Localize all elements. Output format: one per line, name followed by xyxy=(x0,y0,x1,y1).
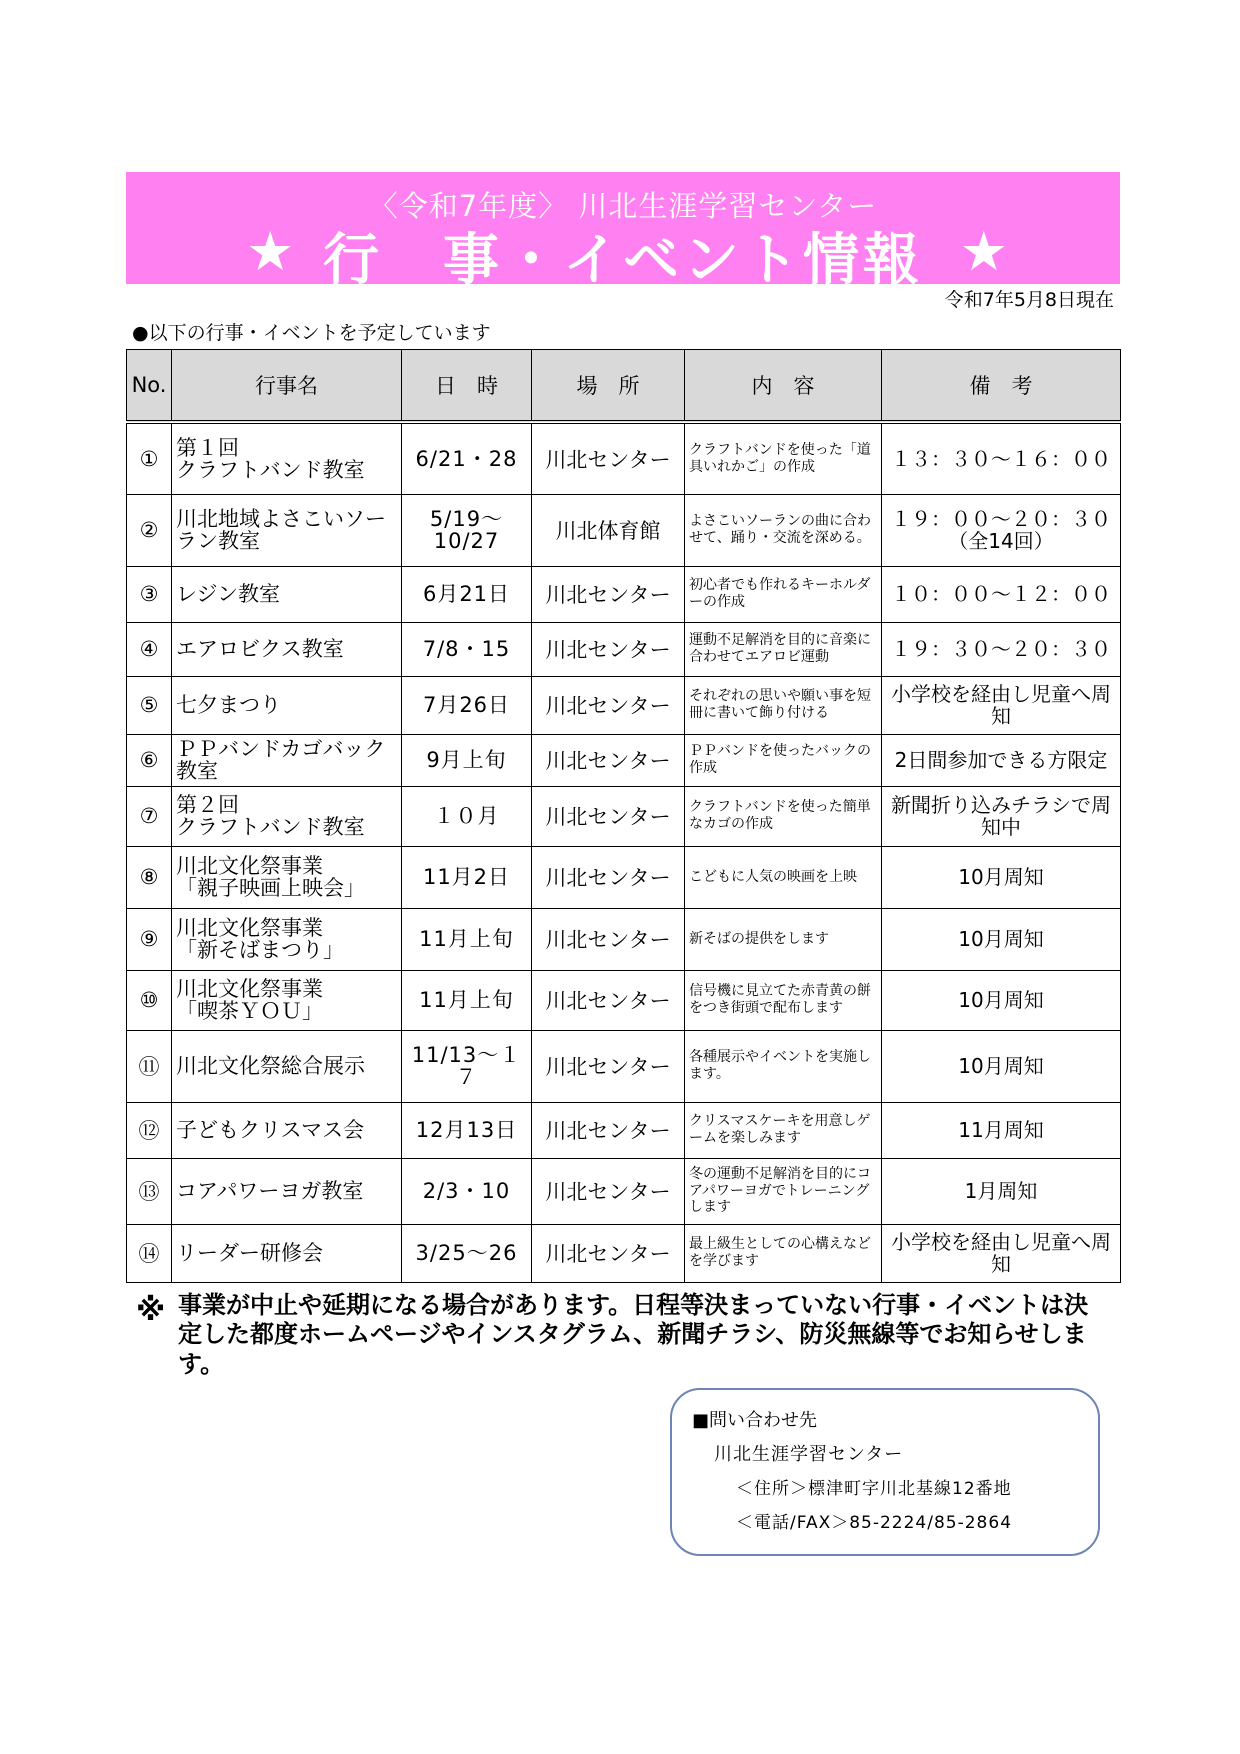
contact-heading: ■問い合わせ先 xyxy=(692,1410,818,1431)
event-place: 川北センター xyxy=(532,1102,685,1158)
event-no: ⑥ xyxy=(127,734,172,786)
table-row xyxy=(127,1224,1121,1282)
event-no: ⑭ xyxy=(127,1224,172,1282)
event-place: 川北センター xyxy=(532,566,685,622)
event-content: ＰＰバンドを使ったバックの作成 xyxy=(685,734,882,786)
event-no: ⑪ xyxy=(127,1030,172,1102)
header-no: No. xyxy=(127,350,172,423)
event-name: 子どもクリスマス会 xyxy=(172,1102,402,1158)
banner-title: 行 事・イベント情報 xyxy=(323,228,923,293)
event-place: 川北センター xyxy=(532,734,685,786)
event-content: 初心者でも作れるキーホルダーの作成 xyxy=(685,566,882,622)
table-row xyxy=(127,970,1121,1030)
header-place: 場 所 xyxy=(532,350,685,423)
event-date: 5/19～ 10/27 xyxy=(402,494,532,566)
event-content: クラフトバンドを使った簡単なカゴの作成 xyxy=(685,786,882,846)
event-name: コアパワーヨガ教室 xyxy=(172,1158,402,1224)
event-place: 川北センター xyxy=(532,1158,685,1224)
table-row xyxy=(127,1158,1121,1224)
table-header-row xyxy=(127,350,1121,423)
event-date: 6/21・28 xyxy=(402,422,532,494)
event-content: それぞれの思いや願い事を短冊に書いて飾り付ける xyxy=(685,676,882,734)
event-name: 七夕まつり xyxy=(172,676,402,734)
table-row xyxy=(127,786,1121,846)
event-no: ⑨ xyxy=(127,908,172,970)
event-no: ⑩ xyxy=(127,970,172,1030)
event-note: 1月周知 xyxy=(882,1158,1121,1224)
header-datetime: 日 時 xyxy=(402,350,532,423)
contact-box xyxy=(670,1388,1100,1556)
header-note: 備 考 xyxy=(882,350,1121,423)
intro-text: ●以下の行事・イベントを予定しています xyxy=(132,322,491,344)
event-content: 各種展示やイベントを実施します。 xyxy=(685,1030,882,1102)
event-note: 10月周知 xyxy=(882,846,1121,908)
event-note: 10月周知 xyxy=(882,1030,1121,1102)
footnote-mark: ※ xyxy=(136,1293,166,1328)
banner-subtitle: 〈令和7年度〉 川北生涯学習センター xyxy=(368,189,878,223)
event-no: ⑤ xyxy=(127,676,172,734)
events-table xyxy=(126,349,1121,1283)
header-name: 行事名 xyxy=(172,350,402,423)
table-row xyxy=(127,566,1121,622)
table-row xyxy=(127,734,1121,786)
event-place: 川北センター xyxy=(532,422,685,494)
event-note: 2日間参加できる方限定 xyxy=(882,734,1121,786)
event-date: 7月26日 xyxy=(402,676,532,734)
event-note: 10月周知 xyxy=(882,970,1121,1030)
event-place: 川北センター xyxy=(532,908,685,970)
event-place: 川北センター xyxy=(532,786,685,846)
event-date: 2/3・10 xyxy=(402,1158,532,1224)
event-no: ④ xyxy=(127,622,172,676)
event-place: 川北体育館 xyxy=(532,494,685,566)
event-name: リーダー研修会 xyxy=(172,1224,402,1282)
event-no: ⑫ xyxy=(127,1102,172,1158)
footnote-text: 事業が中止や延期になる場合があります。日程等決まっていない行事・イベントは決定した都度ホームページやインスタグラム、新聞チラシ、防災無線等でお知らせします。 xyxy=(178,1291,1089,1378)
event-note: １９：００～２０：３０ （全14回） xyxy=(882,494,1121,566)
event-date: 12月13日 xyxy=(402,1102,532,1158)
table-row xyxy=(127,422,1121,494)
event-date: 6月21日 xyxy=(402,566,532,622)
contact-organization: 川北生涯学習センター xyxy=(714,1444,904,1465)
event-date: 7/8・15 xyxy=(402,622,532,676)
event-name: 川北文化祭事業 「新そばまつり」 xyxy=(172,908,402,970)
event-no: ⑦ xyxy=(127,786,172,846)
contact-phone: ＜電話/FAX＞85-2224/85-2864 xyxy=(736,1513,1013,1533)
table-row xyxy=(127,622,1121,676)
event-note: １０：００～１２：００ xyxy=(882,566,1121,622)
event-name: ＰＰバンドカゴバック教室 xyxy=(172,734,402,786)
event-date: 9月上旬 xyxy=(402,734,532,786)
table-row xyxy=(127,908,1121,970)
event-content: 最上級生としての心構えなどを学びます xyxy=(685,1224,882,1282)
event-place: 川北センター xyxy=(532,1030,685,1102)
event-note: １３：３０～１６：００ xyxy=(882,422,1121,494)
event-note: 新聞折り込みチラシで周知中 xyxy=(882,786,1121,846)
event-note: 11月周知 xyxy=(882,1102,1121,1158)
event-note: 小学校を経由し児童へ周知 xyxy=(882,1224,1121,1282)
event-note: 10月周知 xyxy=(882,908,1121,970)
event-content: 運動不足解消を目的に音楽に合わせてエアロビ運動 xyxy=(685,622,882,676)
event-content: こどもに人気の映画を上映 xyxy=(685,846,882,908)
table-body xyxy=(127,422,1121,1282)
event-name: 第１回 クラフトバンド教室 xyxy=(172,422,402,494)
contact-address: ＜住所＞標津町字川北基線12番地 xyxy=(736,1479,1012,1499)
event-date: 11月上旬 xyxy=(402,970,532,1030)
event-place: 川北センター xyxy=(532,846,685,908)
event-no: ① xyxy=(127,422,172,494)
event-name: 川北地域よさこいソーラン教室 xyxy=(172,494,402,566)
event-content: クラフトバンドを使った「道具いれかご」の作成 xyxy=(685,422,882,494)
table-row xyxy=(127,846,1121,908)
as-of-date: 令和7年5月8日現在 xyxy=(944,289,1114,311)
table-row xyxy=(127,1102,1121,1158)
event-place: 川北センター xyxy=(532,676,685,734)
event-content: 新そばの提供をします xyxy=(685,908,882,970)
event-place: 川北センター xyxy=(532,622,685,676)
event-name: レジン教室 xyxy=(172,566,402,622)
event-content: よさこいソーランの曲に合わせて、踊り・交流を深める。 xyxy=(685,494,882,566)
event-place: 川北センター xyxy=(532,970,685,1030)
table-row xyxy=(127,676,1121,734)
title-banner xyxy=(126,172,1120,293)
event-no: ⑧ xyxy=(127,846,172,908)
event-name: 川北文化祭事業 「親子映画上映会」 xyxy=(172,846,402,908)
event-note: １９：３０～２０：３０ xyxy=(882,622,1121,676)
event-content: 冬の運動不足解消を目的にコアパワーヨガでトレーニングします xyxy=(685,1158,882,1224)
event-place: 川北センター xyxy=(532,1224,685,1282)
header-content: 内 容 xyxy=(685,350,882,423)
star-icon-left: ★ xyxy=(246,220,295,283)
event-content: 信号機に見立てた赤青黄の餅をつき街頭で配布します xyxy=(685,970,882,1030)
event-name: 川北文化祭事業 「喫茶ＹＯＵ」 xyxy=(172,970,402,1030)
event-date: 3/25～26 xyxy=(402,1224,532,1282)
event-name: 川北文化祭総合展示 xyxy=(172,1030,402,1102)
event-no: ⑬ xyxy=(127,1158,172,1224)
event-name: 第２回 クラフトバンド教室 xyxy=(172,786,402,846)
event-date: 11/13～１７ xyxy=(402,1030,532,1102)
event-no: ③ xyxy=(127,566,172,622)
event-date: １０月 xyxy=(402,786,532,846)
event-date: 11月上旬 xyxy=(402,908,532,970)
table-row xyxy=(127,1030,1121,1102)
star-icon-right: ★ xyxy=(959,220,1008,283)
table-row xyxy=(127,494,1121,566)
event-content: クリスマスケーキを用意しゲームを楽しみます xyxy=(685,1102,882,1158)
event-name: エアロビクス教室 xyxy=(172,622,402,676)
event-note: 小学校を経由し児童へ周知 xyxy=(882,676,1121,734)
event-date: 11月2日 xyxy=(402,846,532,908)
banner-main-line xyxy=(126,216,1120,293)
event-no: ② xyxy=(127,494,172,566)
